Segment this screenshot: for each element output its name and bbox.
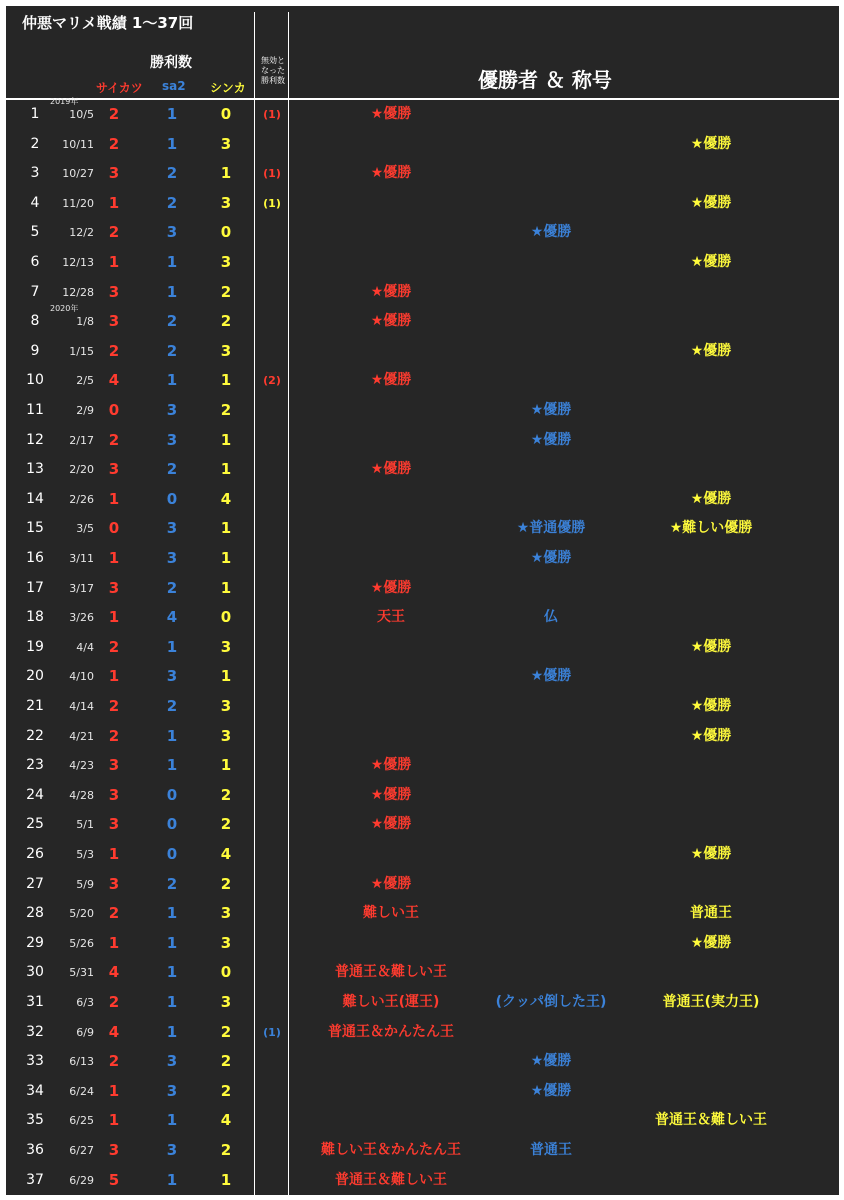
wins-sa2: 3 [166,401,178,419]
match-date: 4/21 [69,729,94,743]
invalid-header-line: なった [261,66,285,75]
wins-sa2: 1 [166,756,178,775]
wins-sa2: 2 [166,164,178,183]
winner-title-red: ★優勝 [370,757,412,774]
match-date: 3/17 [69,581,94,595]
wins-sa2: 2 [166,578,178,597]
round-number: 17 [26,579,44,596]
table-row [6,130,839,159]
wins-shinka: 1 [220,578,232,597]
match-date: 4/14 [69,700,94,713]
match-date: 2/26 [69,492,94,506]
wins-shinka: 1 [220,371,232,390]
table-row [6,97,839,129]
wins-saikatsu: 1 [108,608,120,627]
wins-saikatsu: 1 [108,667,120,686]
winner-title-red: ★優勝 [370,816,412,833]
wins-shinka: 2 [220,312,232,331]
wins-sa2: 1 [166,1170,178,1189]
wins-saikatsu: 1 [108,489,120,508]
wins-shinka: 2 [220,1141,232,1159]
invalid-wins: (1) [263,167,281,181]
wins-saikatsu: 4 [108,371,120,390]
round-number: 6 [30,254,40,270]
match-date: 4/4 [76,640,94,654]
table-row [6,1018,839,1047]
wins-sa2: 0 [166,489,178,508]
wins-sa2: 3 [166,549,178,567]
table-row [6,1106,839,1135]
wins-saikatsu: 3 [108,460,120,479]
winner-title-red: ★優勝 [370,313,412,330]
table-row [6,455,839,484]
wins-sa2: 1 [166,637,178,656]
match-date: 6/27 [69,1144,94,1157]
wins-shinka: 4 [220,845,232,863]
wins-saikatsu: 2 [108,223,120,242]
table-row [6,958,839,987]
wins-header: 勝利数 [150,55,192,71]
match-date: 6/13 [69,1055,94,1069]
match-date: 4/10 [69,670,94,684]
wins-sa2: 2 [166,874,178,893]
wins-shinka: 3 [220,993,232,1011]
round-number: 7 [30,283,40,300]
round-number: 3 [30,165,40,182]
match-date: 6/29 [69,1173,94,1187]
wins-shinka: 4 [220,1111,232,1130]
round-number: 1 [30,106,40,122]
wins-sa2: 1 [166,253,178,271]
winner-title-yellow: ★優勝 [690,194,732,211]
winner-title-header: 優勝者 ＆ 称号 [478,68,612,92]
player-header-sa2: sa2 [162,79,186,93]
wins-saikatsu: 3 [108,312,120,331]
wins-shinka: 2 [220,1081,232,1100]
winner-title-red: ★優勝 [370,283,412,300]
match-date: 10/5 [69,108,94,121]
winner-title-red: 普通王＆かんたん王 [328,1023,454,1040]
wins-shinka: 0 [220,608,232,627]
invalid-header-line: 無効と [261,56,285,65]
wins-saikatsu: 2 [108,341,120,360]
wins-saikatsu: 1 [108,845,120,863]
round-number: 15 [26,520,44,537]
winner-title-blue: ★優勝 [530,224,572,241]
round-number: 31 [26,994,44,1010]
wins-sa2: 1 [166,1022,178,1041]
winner-title-red: ★優勝 [370,165,412,182]
table-row [6,1166,839,1195]
winner-title-red: ★優勝 [370,786,412,803]
winner-title-red: ★優勝 [370,106,412,122]
table-row [6,218,839,247]
wins-shinka: 2 [220,1022,232,1041]
table-row [6,633,839,662]
wins-sa2: 1 [166,282,178,301]
wins-shinka: 1 [220,667,232,686]
table-row [6,366,839,395]
wins-sa2: 2 [166,193,178,212]
wins-shinka: 2 [220,282,232,301]
wins-shinka: 3 [220,904,232,923]
wins-sa2: 1 [166,933,178,952]
round-number: 29 [26,934,44,951]
table-row [6,248,839,277]
wins-sa2: 3 [166,1052,178,1071]
wins-sa2: 3 [166,519,178,538]
wins-sa2: 2 [166,460,178,479]
match-date: 2/5 [76,374,94,388]
wins-shinka: 2 [220,785,232,804]
round-number: 24 [26,786,44,803]
winner-title-blue: 普通王 [530,1142,572,1158]
wins-saikatsu: 0 [108,519,120,538]
round-number: 28 [26,905,44,922]
wins-shinka: 2 [220,401,232,419]
invalid-wins-header [255,56,291,86]
wins-sa2: 3 [166,1141,178,1159]
wins-saikatsu: 2 [108,637,120,656]
table-row [6,870,839,899]
table-row [6,337,839,366]
winner-title-red: ★優勝 [370,372,412,389]
table-row [6,278,839,307]
wins-saikatsu: 2 [108,697,120,715]
player-header-shinka: シンカ [210,81,246,95]
winner-title-red: 難しい王(運王) [342,994,440,1010]
wins-sa2: 3 [166,667,178,686]
wins-saikatsu: 3 [108,282,120,301]
wins-saikatsu: 4 [108,1022,120,1041]
wins-sa2: 2 [166,341,178,360]
match-date: 3/26 [69,611,94,625]
table-row [6,544,839,573]
round-number: 16 [26,550,44,566]
round-number: 21 [26,698,44,714]
wins-shinka: 0 [220,105,232,123]
wins-saikatsu: 1 [108,549,120,567]
round-number: 34 [26,1082,44,1099]
wins-saikatsu: 3 [108,164,120,183]
wins-saikatsu: 0 [108,401,120,419]
winner-title-yellow: ★優勝 [690,342,732,359]
wins-saikatsu: 2 [108,1052,120,1071]
winner-title-yellow: ★優勝 [690,254,732,270]
wins-saikatsu: 3 [108,756,120,775]
wins-sa2: 1 [166,904,178,923]
round-number: 18 [26,609,44,626]
wins-sa2: 1 [166,1111,178,1130]
match-date: 1/8 [76,315,94,329]
round-number: 25 [26,816,44,833]
round-number: 12 [26,431,44,448]
match-date: 12/13 [62,256,94,269]
match-date: 6/3 [76,996,94,1009]
wins-saikatsu: 4 [108,963,120,982]
match-date: 10/11 [62,137,94,151]
round-number: 19 [26,638,44,655]
table-row [6,304,839,336]
wins-saikatsu: 5 [108,1170,120,1189]
round-number: 20 [26,668,44,685]
winner-title-yellow: 普通王＆難しい王 [655,1112,767,1129]
wins-shinka: 1 [220,549,232,567]
table-row [6,159,839,188]
invalid-header-line: 勝利数 [261,76,285,85]
table-row [6,662,839,691]
round-number: 5 [30,224,40,241]
table-row [6,574,839,603]
winner-title-blue: ★優勝 [530,431,572,448]
winner-title-yellow: ★優勝 [690,638,732,655]
table-row [6,396,839,425]
match-date: 10/27 [62,167,94,181]
wins-shinka: 1 [220,756,232,775]
wins-saikatsu: 1 [108,1081,120,1100]
winner-title-yellow: 普通王 [690,905,732,922]
table-row [6,722,839,751]
wins-saikatsu: 1 [108,933,120,952]
round-number: 32 [26,1023,44,1040]
wins-sa2: 1 [166,993,178,1011]
wins-saikatsu: 2 [108,726,120,745]
wins-shinka: 2 [220,815,232,834]
table-row [6,929,839,958]
wins-sa2: 1 [166,726,178,745]
winner-title-yellow: ★優勝 [690,846,732,862]
wins-saikatsu: 3 [108,578,120,597]
winner-title-red: ★優勝 [370,579,412,596]
winner-title-blue: ★優勝 [530,668,572,685]
table-row [6,426,839,455]
wins-shinka: 2 [220,874,232,893]
invalid-wins: (1) [263,196,281,210]
wins-saikatsu: 3 [108,785,120,804]
winner-title-yellow: ★優勝 [690,135,732,152]
match-date: 3/11 [69,552,94,565]
round-number: 13 [26,461,44,478]
match-date: 1/15 [69,344,94,358]
wins-saikatsu: 2 [108,430,120,449]
table-row [6,810,839,839]
wins-sa2: 0 [166,845,178,863]
match-date: 4/23 [69,759,94,773]
invalid-wins: (2) [263,374,281,388]
wins-shinka: 3 [220,697,232,715]
match-date: 3/5 [76,522,94,536]
winner-title-red: 天王 [377,609,405,626]
wins-sa2: 2 [166,697,178,715]
match-date: 5/31 [69,966,94,980]
winner-title-yellow: ★優勝 [690,934,732,951]
wins-saikatsu: 3 [108,1141,120,1159]
wins-sa2: 4 [166,608,178,627]
round-number: 8 [30,313,40,330]
wins-sa2: 1 [166,105,178,123]
wins-saikatsu: 2 [108,993,120,1011]
wins-shinka: 3 [220,253,232,271]
wins-shinka: 2 [220,1052,232,1071]
match-date: 12/2 [69,226,94,240]
wins-sa2: 3 [166,430,178,449]
wins-sa2: 1 [166,371,178,390]
round-number: 10 [26,372,44,389]
winner-title-yellow: ★優勝 [690,490,732,507]
winner-title-red: 普通王＆難しい王 [335,1171,447,1188]
table-row [6,781,839,810]
wins-shinka: 3 [220,637,232,656]
winner-title-blue: ★優勝 [530,1082,572,1099]
match-date: 12/28 [62,285,94,299]
wins-shinka: 4 [220,489,232,508]
table-row [6,603,839,632]
round-number: 9 [30,342,40,359]
winner-title-red: 難しい王＆かんたん王 [321,1142,461,1158]
match-date: 11/20 [62,196,94,210]
invalid-wins: (1) [263,1025,281,1039]
wins-shinka: 1 [220,430,232,449]
match-date: 6/24 [69,1084,94,1098]
table-row [6,692,839,721]
year-label: 2019年 [50,97,79,106]
match-date: 2/20 [69,463,94,477]
wins-shinka: 3 [220,933,232,952]
wins-shinka: 1 [220,460,232,479]
table-row [6,751,839,780]
wins-sa2: 2 [166,312,178,331]
wins-sa2: 1 [166,134,178,153]
wins-saikatsu: 2 [108,134,120,153]
table-row [6,988,839,1017]
results-sheet [6,6,839,1195]
round-number: 30 [26,964,44,981]
wins-sa2: 3 [166,1081,178,1100]
table-row [6,514,839,543]
wins-shinka: 3 [220,341,232,360]
match-date: 2/17 [69,433,94,447]
wins-saikatsu: 2 [108,105,120,123]
year-label: 2020年 [50,304,79,314]
table-row [6,1047,839,1076]
table-row [6,1077,839,1106]
round-number: 14 [26,490,44,507]
winner-title-blue: ★普通優勝 [516,520,586,537]
wins-shinka: 1 [220,164,232,183]
winner-title-blue: ★優勝 [530,550,572,566]
winner-title-blue: (クッパ倒した王) [495,994,607,1010]
wins-saikatsu: 1 [108,193,120,212]
round-number: 37 [26,1171,44,1188]
wins-saikatsu: 2 [108,904,120,923]
wins-shinka: 0 [220,963,232,982]
winner-title-yellow: 普通王(実力王) [662,994,760,1010]
wins-shinka: 1 [220,1170,232,1189]
wins-saikatsu: 3 [108,874,120,893]
wins-sa2: 0 [166,785,178,804]
match-date: 5/9 [76,877,94,891]
winner-title-yellow: ★優勝 [690,698,732,714]
winner-title-blue: ★優勝 [530,402,572,418]
wins-sa2: 3 [166,223,178,242]
wins-saikatsu: 1 [108,1111,120,1130]
table-row [6,1136,839,1165]
table-row [6,899,839,928]
wins-saikatsu: 3 [108,815,120,834]
round-number: 26 [26,846,44,862]
match-date: 5/20 [69,907,94,921]
match-date: 4/28 [69,788,94,802]
match-date: 5/1 [76,818,94,832]
round-number: 35 [26,1112,44,1129]
invalid-wins: (1) [263,108,281,121]
winner-title-blue: 仏 [544,609,558,626]
winner-title-red: 難しい王 [363,905,419,922]
wins-shinka: 3 [220,134,232,153]
wins-sa2: 1 [166,963,178,982]
table-row [6,485,839,514]
match-date: 5/26 [69,936,94,950]
round-number: 11 [26,402,44,418]
match-date: 2/9 [76,404,94,417]
round-number: 2 [30,135,40,152]
page-title: 仲悪マリメ戦績 1〜37回 [22,14,194,32]
round-number: 4 [30,194,40,211]
winner-title-red: ★優勝 [370,461,412,478]
round-number: 22 [26,727,44,744]
match-date: 6/9 [76,1025,94,1039]
table-row [6,189,839,218]
round-number: 23 [26,757,44,774]
winner-title-red: 普通王＆難しい王 [335,964,447,981]
winner-title-red: ★優勝 [370,875,412,892]
winner-title-yellow: ★難しい優勝 [669,520,753,537]
round-number: 36 [26,1142,44,1158]
player-header-saikatsu: サイカツ [96,81,143,95]
wins-shinka: 3 [220,193,232,212]
match-date: 5/3 [76,848,94,861]
wins-shinka: 1 [220,519,232,538]
round-number: 33 [26,1053,44,1070]
match-date: 6/25 [69,1114,94,1128]
wins-sa2: 0 [166,815,178,834]
round-number: 27 [26,875,44,892]
winner-title-blue: ★優勝 [530,1053,572,1070]
table-row [6,840,839,869]
wins-shinka: 3 [220,726,232,745]
winner-title-yellow: ★優勝 [690,727,732,744]
wins-saikatsu: 1 [108,253,120,271]
wins-shinka: 0 [220,223,232,242]
